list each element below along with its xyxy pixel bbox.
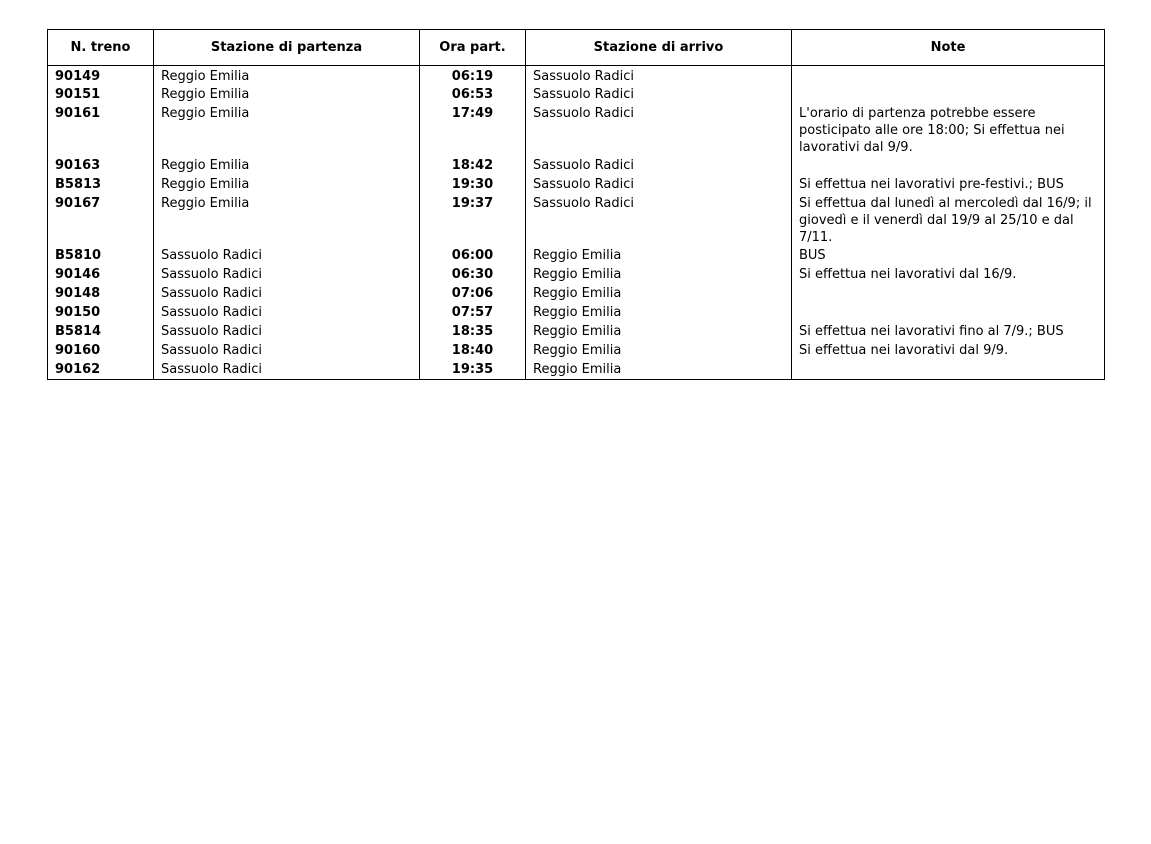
departure-station: Reggio Emilia (154, 156, 420, 175)
departure-station: Reggio Emilia (154, 85, 420, 104)
table-row (48, 341, 1105, 360)
note (792, 303, 1105, 322)
train-number: 90146 (48, 265, 154, 284)
arrival-station: Reggio Emilia (526, 360, 792, 379)
header-row (48, 30, 1105, 66)
departure-time: 19:37 (420, 194, 526, 246)
departure-station: Sassuolo Radici (154, 284, 420, 303)
train-number: B5814 (48, 322, 154, 341)
arrival-station: Reggio Emilia (526, 322, 792, 341)
departure-time: 07:57 (420, 303, 526, 322)
departure-station: Sassuolo Radici (154, 303, 420, 322)
departure-time: 06:19 (420, 66, 526, 86)
table-row (48, 360, 1105, 379)
timetable-sheet (47, 29, 1104, 380)
table-row (48, 175, 1105, 194)
header-departure-time: Ora part. (420, 30, 526, 66)
note: L'orario di partenza potrebbe essere posticipato alle ore 18:00; Si effettua nei lavorativi dal 9/9. (792, 104, 1105, 156)
departure-station: Sassuolo Radici (154, 322, 420, 341)
header-train-number: N. treno (48, 30, 154, 66)
departure-time: 19:30 (420, 175, 526, 194)
departure-station: Sassuolo Radici (154, 246, 420, 265)
arrival-station: Sassuolo Radici (526, 194, 792, 246)
train-number: 90149 (48, 66, 154, 86)
departure-time: 06:30 (420, 265, 526, 284)
note (792, 85, 1105, 104)
departure-time: 18:35 (420, 322, 526, 341)
arrival-station: Sassuolo Radici (526, 175, 792, 194)
note: Si effettua nei lavorativi fino al 7/9.; BUS (792, 322, 1105, 341)
train-number: B5813 (48, 175, 154, 194)
departure-time: 18:42 (420, 156, 526, 175)
header-departure-station: Stazione di partenza (154, 30, 420, 66)
departure-station: Sassuolo Radici (154, 341, 420, 360)
note (792, 360, 1105, 379)
arrival-station: Sassuolo Radici (526, 85, 792, 104)
timetable (47, 29, 1105, 380)
table-row (48, 322, 1105, 341)
departure-time: 18:40 (420, 341, 526, 360)
arrival-station: Sassuolo Radici (526, 156, 792, 175)
departure-station: Reggio Emilia (154, 104, 420, 156)
departure-station: Sassuolo Radici (154, 360, 420, 379)
train-number: 90162 (48, 360, 154, 379)
table-row (48, 246, 1105, 265)
departure-time: 06:00 (420, 246, 526, 265)
note (792, 66, 1105, 86)
departure-time: 19:35 (420, 360, 526, 379)
train-number: 90163 (48, 156, 154, 175)
train-number: 90161 (48, 104, 154, 156)
train-number: 90151 (48, 85, 154, 104)
train-number: 90160 (48, 341, 154, 360)
arrival-station: Reggio Emilia (526, 341, 792, 360)
train-number: 90148 (48, 284, 154, 303)
table-row (48, 265, 1105, 284)
table-row (48, 104, 1105, 156)
note: Si effettua dal lunedì al mercoledì dal 16/9; il giovedì e il venerdì dal 19/9 al 25/10 e dal 7/11. (792, 194, 1105, 246)
arrival-station: Sassuolo Radici (526, 66, 792, 86)
note (792, 284, 1105, 303)
arrival-station: Reggio Emilia (526, 246, 792, 265)
note: Si effettua nei lavorativi pre-festivi.; BUS (792, 175, 1105, 194)
note (792, 156, 1105, 175)
header-notes: Note (792, 30, 1105, 66)
arrival-station: Reggio Emilia (526, 303, 792, 322)
table-row (48, 66, 1105, 86)
timetable-header (48, 30, 1105, 66)
table-row (48, 156, 1105, 175)
departure-time: 17:49 (420, 104, 526, 156)
arrival-station: Reggio Emilia (526, 265, 792, 284)
note: Si effettua nei lavorativi dal 16/9. (792, 265, 1105, 284)
departure-time: 06:53 (420, 85, 526, 104)
note: BUS (792, 246, 1105, 265)
departure-station: Sassuolo Radici (154, 265, 420, 284)
departure-station: Reggio Emilia (154, 175, 420, 194)
table-row (48, 303, 1105, 322)
train-number: B5810 (48, 246, 154, 265)
departure-time: 07:06 (420, 284, 526, 303)
note: Si effettua nei lavorativi dal 9/9. (792, 341, 1105, 360)
departure-station: Reggio Emilia (154, 194, 420, 246)
arrival-station: Sassuolo Radici (526, 104, 792, 156)
header-arrival-station: Stazione di arrivo (526, 30, 792, 66)
timetable-body (48, 66, 1105, 380)
arrival-station: Reggio Emilia (526, 284, 792, 303)
departure-station: Reggio Emilia (154, 66, 420, 86)
table-row (48, 284, 1105, 303)
train-number: 90150 (48, 303, 154, 322)
table-row (48, 194, 1105, 246)
train-number: 90167 (48, 194, 154, 246)
table-row (48, 85, 1105, 104)
